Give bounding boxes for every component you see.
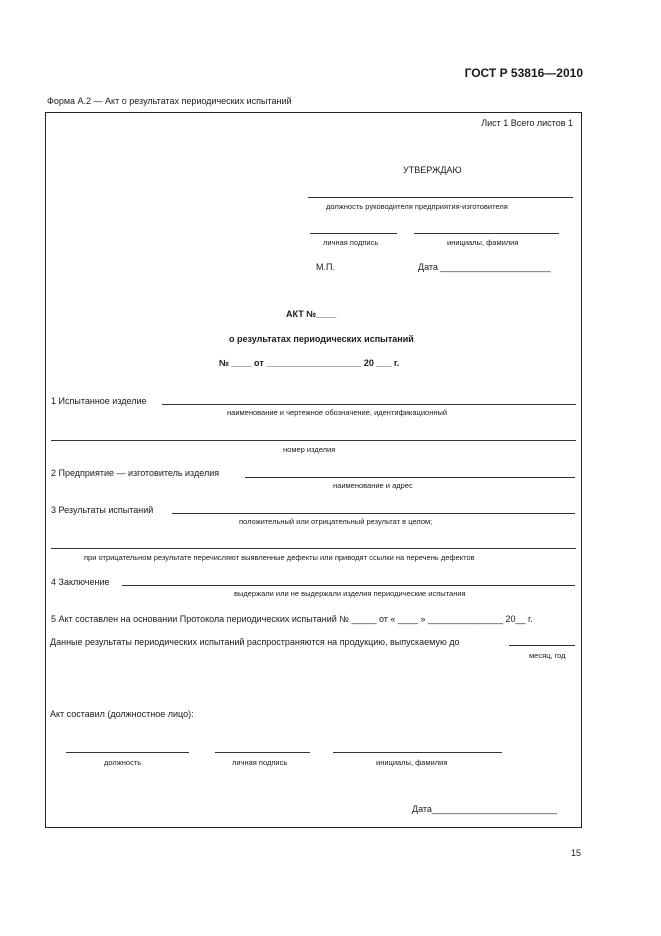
signoff-initials-caption: инициалы, фамилия [376,758,448,767]
item4-caption: выдержали или не выдержали изделия периодические испытания [234,589,466,598]
item5-text: 5 Акт составлен на основании Протокола периодических испытаний № _____ от « ____ » _______________ 20__ г. [51,614,533,624]
approval-date: Дата ______________________ [418,262,551,272]
signoff-position-caption: должность [104,758,142,767]
item3-line2 [51,548,576,549]
item2-line [245,477,575,478]
act-title: АКТ №____ [286,309,337,319]
item3-caption: положительный или отрицательный результат в целом; [239,517,433,526]
signoff-position-line [66,752,189,753]
initials-line [414,233,559,234]
item3-label: 3 Результаты испытаний [51,505,154,515]
approval-title: УТВЕРЖДАЮ [403,165,462,175]
item1-label: 1 Испытанное изделие [51,396,147,406]
item3-line [172,513,575,514]
item1-caption2: номер изделия [283,445,336,454]
signature-caption: личная подпись [323,238,379,247]
signoff-signature-line [215,752,310,753]
signoff-initials-line [333,752,502,753]
sheet-info: Лист 1 Всего листов 1 [481,118,573,128]
item3-caption2: при отрицательном результате перечисляют выявленные дефекты или приводят ссылки на перечень дефектов [84,553,475,562]
act-subtitle: о результатах периодических испытаний [229,334,414,344]
standard-number: ГОСТ Р 53816—2010 [464,66,583,80]
item1-line2 [51,440,576,441]
position-line [308,197,573,198]
item4-label: 4 Заключение [51,577,110,587]
position-caption: должность руководителя предприятия-изготовителя [326,202,508,211]
signoff-date: Дата_________________________ [412,804,558,814]
signoff-label: Акт составил (должностное лицо): [50,709,194,719]
stamp-label: М.П. [316,262,335,272]
item4-line [122,585,575,586]
item2-label: 2 Предприятие — изготовитель изделия [51,468,220,478]
extension-text: Данные результаты периодических испытаний распространяются на продукцию, выпускаемую до [50,637,460,647]
item1-line [162,404,576,405]
form-caption: Форма А.2 — Акт о результатах периодических испытаний [47,96,292,106]
act-number-date: № ____ от ___________________ 20 ___ г. [219,358,400,368]
signoff-signature-caption: личная подпись [232,758,288,767]
initials-caption: инициалы, фамилия [447,238,519,247]
extension-caption: месяц, год [529,651,566,660]
page-number: 15 [571,848,582,858]
item1-caption: наименование и чертежное обозначение, идентификационный [227,408,448,417]
signature-line [310,233,397,234]
extension-line [509,645,575,646]
item2-caption: наименование и адрес [333,481,413,490]
